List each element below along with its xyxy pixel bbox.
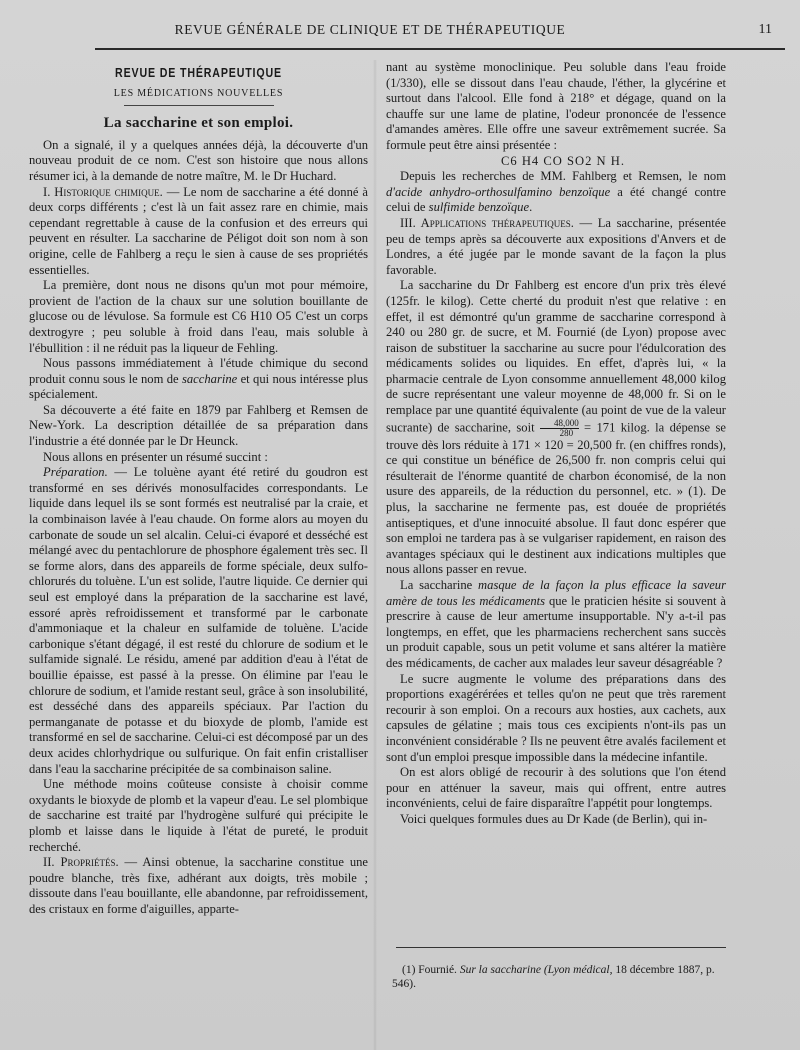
section-rule (124, 105, 274, 106)
running-title: REVUE GÉNÉRALE DE CLINIQUE ET DE THÉRAPEUTIQUE (174, 22, 566, 37)
paragraph-intro: On a signalé, il y a quelques années déjà, la découverte d'un nouveau produit de ce nom. C'est son histoire que nous allons résumer ici, à la demande de notre maître, M. le Dr Huchard. (29, 137, 368, 183)
proprietes-text: — Ainsi obtenue, la saccharine constitue une poudre blanche, très fixe, adhérant aux doigts, très mobile ; dissoute dans l'eau bouillante, elle abandonne, par refroidissement, des cristaux en forme d'aiguilles, apparte- (29, 855, 369, 916)
historique-text: — Le nom de saccharine a été donné à deux corps différents ; c'est là un fait assez rare en chimie, mais cependant regrettable à cause de la confusion et des erreurs qui peuvent en résulter. La saccharine de Péligot doit son nom à son origine, celle de Fahlberg a reçu le sien à cause de ses propriétés essentielles. (29, 184, 368, 277)
right-column (386, 60, 726, 828)
formula-peligot: C6 H10 O5 (231, 309, 292, 324)
passons-text-a: Nous passons immédiatement à l'étude chimique du second produit connu sous le nom de (29, 356, 368, 386)
fahlberg-text-a: La saccharine du Dr Fahlberg est encore d'un prix très élevé (125fr. le kilog). Cette cherté du produit n'est que relative : en effet, il est démontré qu'un gramme de saccharine correspond à 240 ou 280 gr. de sucre, et M. Fournié (de Lyon) propose avec raison de substituer la saccharine au sucre pour l'édulcoration des médicaments solides ou liquides. En effet, d'après lui, « la pharmacie centrale de Lyon consomme annuellement 48,000 kilog de sucre représentant une valeur moyenne de 48,000 fr. Si on le remplace par une quantité équivalente (au point de vue de la valeur sucrante) de saccharine, soit (386, 278, 726, 435)
paragraph-oblige: On est alors obligé de recourir à des solutions que l'on étend pour en atténuer la saveur, mais qui offrent, entre autres inconvénients, celui de faire disparaître l'appétit pour longtemps. (386, 765, 726, 811)
paragraph-premiere (29, 278, 368, 356)
running-head (0, 22, 800, 44)
footnote (392, 963, 732, 991)
paragraph-decouverte: Sa découverte a été faite en 1879 par Fahlberg et Remsen de New-York. La description détaillée de sa préparation dans l'industrie a été donnée par le Dr Heunck. (29, 402, 368, 449)
fraction-numerator: 48,000 (540, 419, 579, 429)
paragraph-nous-passons (29, 356, 368, 403)
depuis-text-a: Depuis les recherches de MM. Fahlberg et Remsen, le nom (400, 169, 726, 184)
fahlberg-text-b: = 171 kilog. la dépense se trouve dès lors réduite à 171 × 120 = 20,500 fr. (en chiffres ronds), ce qui constitue un bénéfice de 26,500 fr. non compris celui qui résulterait de l'énorme quantité de charbon économisé, de la non usure des appareils, de la réduction du personnel, etc. » (1). De plus, la saccharine ne fermente pas, est douée de propriétés antiseptiques, et d'une innocuité absolue. Il faut donc espérer que son emploi ne tardera pas à se vulgariser rapidement, en raison des avantages spéciaux qui le destinent aux indications multiples que nous allons passer en revue. (386, 420, 726, 577)
paragraph-sucre: Le sucre augmente le volume des préparations dans des proportions exagérérées et telles qu'on ne peut que très rarement recourir à son emploi. On a recours aux hosties, aux cachets, aux capsules de gélatine ; mais tous ces excipients n'ont-ils pas un inconvénient considérable ? Ils ne peuvent être avalés facilement et sont d'un emploi presque impossible dans la médecine infantile. (386, 671, 726, 764)
masque-text-b: que le praticien hésite si souvent à prescrire à cause de leur amertume insupportable. N'y a-t-il pas longtemps, en effet, que les pharmaciens recherchent sans succès un produit capable, sous un petit volume et sans altérer la matière des médicaments, de cacher aux malades leur saveur désagréable ? (386, 593, 726, 670)
paragraph-fahlberg (386, 278, 726, 578)
heading-proprietes: II. Propriétés. (43, 855, 119, 870)
section-title: REVUE DE THÉRAPEUTIQUE (115, 66, 282, 80)
passons-italic: saccharine (181, 371, 238, 386)
footnote-italic: Sur la saccharine (Lyon médical, (459, 964, 613, 976)
depuis-text-b: a été changé contre celui de (386, 184, 726, 215)
left-column (29, 66, 368, 917)
masque-text-a: La saccharine (400, 578, 479, 592)
paragraph-applications (386, 216, 726, 278)
depuis-italic-b: sulfimide benzoïque (428, 200, 530, 215)
depuis-italic-a: d'acide anhydro-orthosulfamino benzoïque (386, 184, 611, 199)
passons-text-b: et qui nous intéresse plus spécialement. (29, 371, 368, 402)
premiere-text-b: C'est un corps dextrogyre ; peu soluble à froid dans l'eau, mais soluble à l'ébullition : il ne réduit pas la liqueur de Fehling. (29, 309, 368, 355)
header-rule (95, 48, 785, 50)
gutter-shadow (373, 60, 377, 1050)
footnote-text-a: (1) Fournié. (402, 964, 460, 976)
paragraph-voici: Voici quelques formules dues au Dr Kade (de Berlin), qui in- (400, 811, 708, 826)
masque-italic: masque de la façon la plus efficace la saveur amère de tous les médicaments (386, 578, 726, 608)
paragraph-masque (386, 578, 726, 672)
premiere-text-a: La première, dont nous ne disons qu'un mot pour mémoire, provient de l'action de la chaux sur une solution bouillante de glucose ou de lévulose. Sa formule est (29, 278, 368, 324)
fraction-denominator: 280 (559, 427, 574, 438)
heading-applications: III. Applications thérapeutiques. (400, 215, 574, 230)
paragraph-methode: Une méthode moins coûteuse consiste à choisir comme oxydants le bioxyde de plomb et la vapeur d'eau. Le sel plombique de saccharine est traité par l'hydrogène sulfuré qui précipite le plomb et laisse dans le liquide à l'état de pureté, le produit recherché. (29, 777, 368, 854)
paragraph-historique (29, 185, 368, 279)
paragraph-continuation: nant au système monoclinique. Peu soluble dans l'eau froide (1/330), elle se dissout dans l'eau chaude, l'éther, la glycérine et surtout dans l'alcool. Elle fond à 218° et dégage, quand on la chauffe sur une lame de platine, l'odeur prononcée de l'essence d'amandes amères. Elle offre une saveur extrêmement sucrée. Sa formule peut être ainsi présentée : (386, 60, 726, 152)
paragraph-preparation (29, 465, 368, 777)
footnote-rule (396, 947, 726, 948)
fraction (540, 419, 579, 438)
heading-preparation: Préparation. (43, 465, 108, 480)
page-number: 11 (758, 22, 772, 37)
section-subtitle: LES MÉDICATIONS NOUVELLES (113, 87, 284, 99)
article-title: La saccharine et son emploi. (103, 115, 294, 132)
preparation-text: — Le toluène ayant été retiré du goudron est transformé en ses dérivés monosulfacides correspondants. Le liquide dans lequel ils se sont formés est neutralisé par la craie, et la combinaison lavée à l'eau chaude. On forme alors au moyen du carbonate de soude un sel alcalin. Celui-ci évaporé et desséché est mélangé avec du pentachlorure de phosphore également très sec. Il se forme alors, dans des appareils de forme spéciale, deux sulfo-chlorurés du toluène. L'un est solide, l'autre liquide. Ce dernier qui seul est employé dans la préparation de la saccharine est lavé, essoré après refroidissement et transformé par le carbonate d'ammoniaque et la chaleur en sulfamide de toluène. L'acide carbonique s'étant dégagé, il est resté du chlorure de sodium et le sulfamide signalé. Le résidu, amené par addition d'eau à l'état de bouillie épaisse, est passé à la presse. On élimine par l'eau le chlorure de sodium, et l'amide restant seul, grâce à son insolubilité, est desséché dans des appareils spéciaux. Par l'action du permanganate de potasse et du bioxyde de plomb, l'amide est transformé en sel de saccharine. Celui-ci est décomposé par un des deux acides chlorhydrique ou sulfurique. On fait enfin cristalliser dans l'eau la saccharine précipitée de sa combinaison saline. (29, 465, 368, 776)
paragraph-resume: Nous allons en présenter un résumé succint : (43, 449, 268, 464)
formula-saccharine: C6 H4 CO SO2 N H. (500, 153, 626, 168)
footnote-text-b: 18 décembre 1887, p. 546). (392, 964, 715, 990)
paragraph-proprietes (29, 855, 368, 917)
applications-text: — La saccharine, présentée peu de temps après sa découverte aux expositions d'Anvers et de Londres, a été jugée par le monde savant de la façon la plus favorable. (386, 215, 726, 277)
paragraph-depuis (386, 169, 726, 216)
heading-historique: I. Historique chimique. (43, 184, 163, 199)
depuis-text-c: . (529, 200, 533, 215)
